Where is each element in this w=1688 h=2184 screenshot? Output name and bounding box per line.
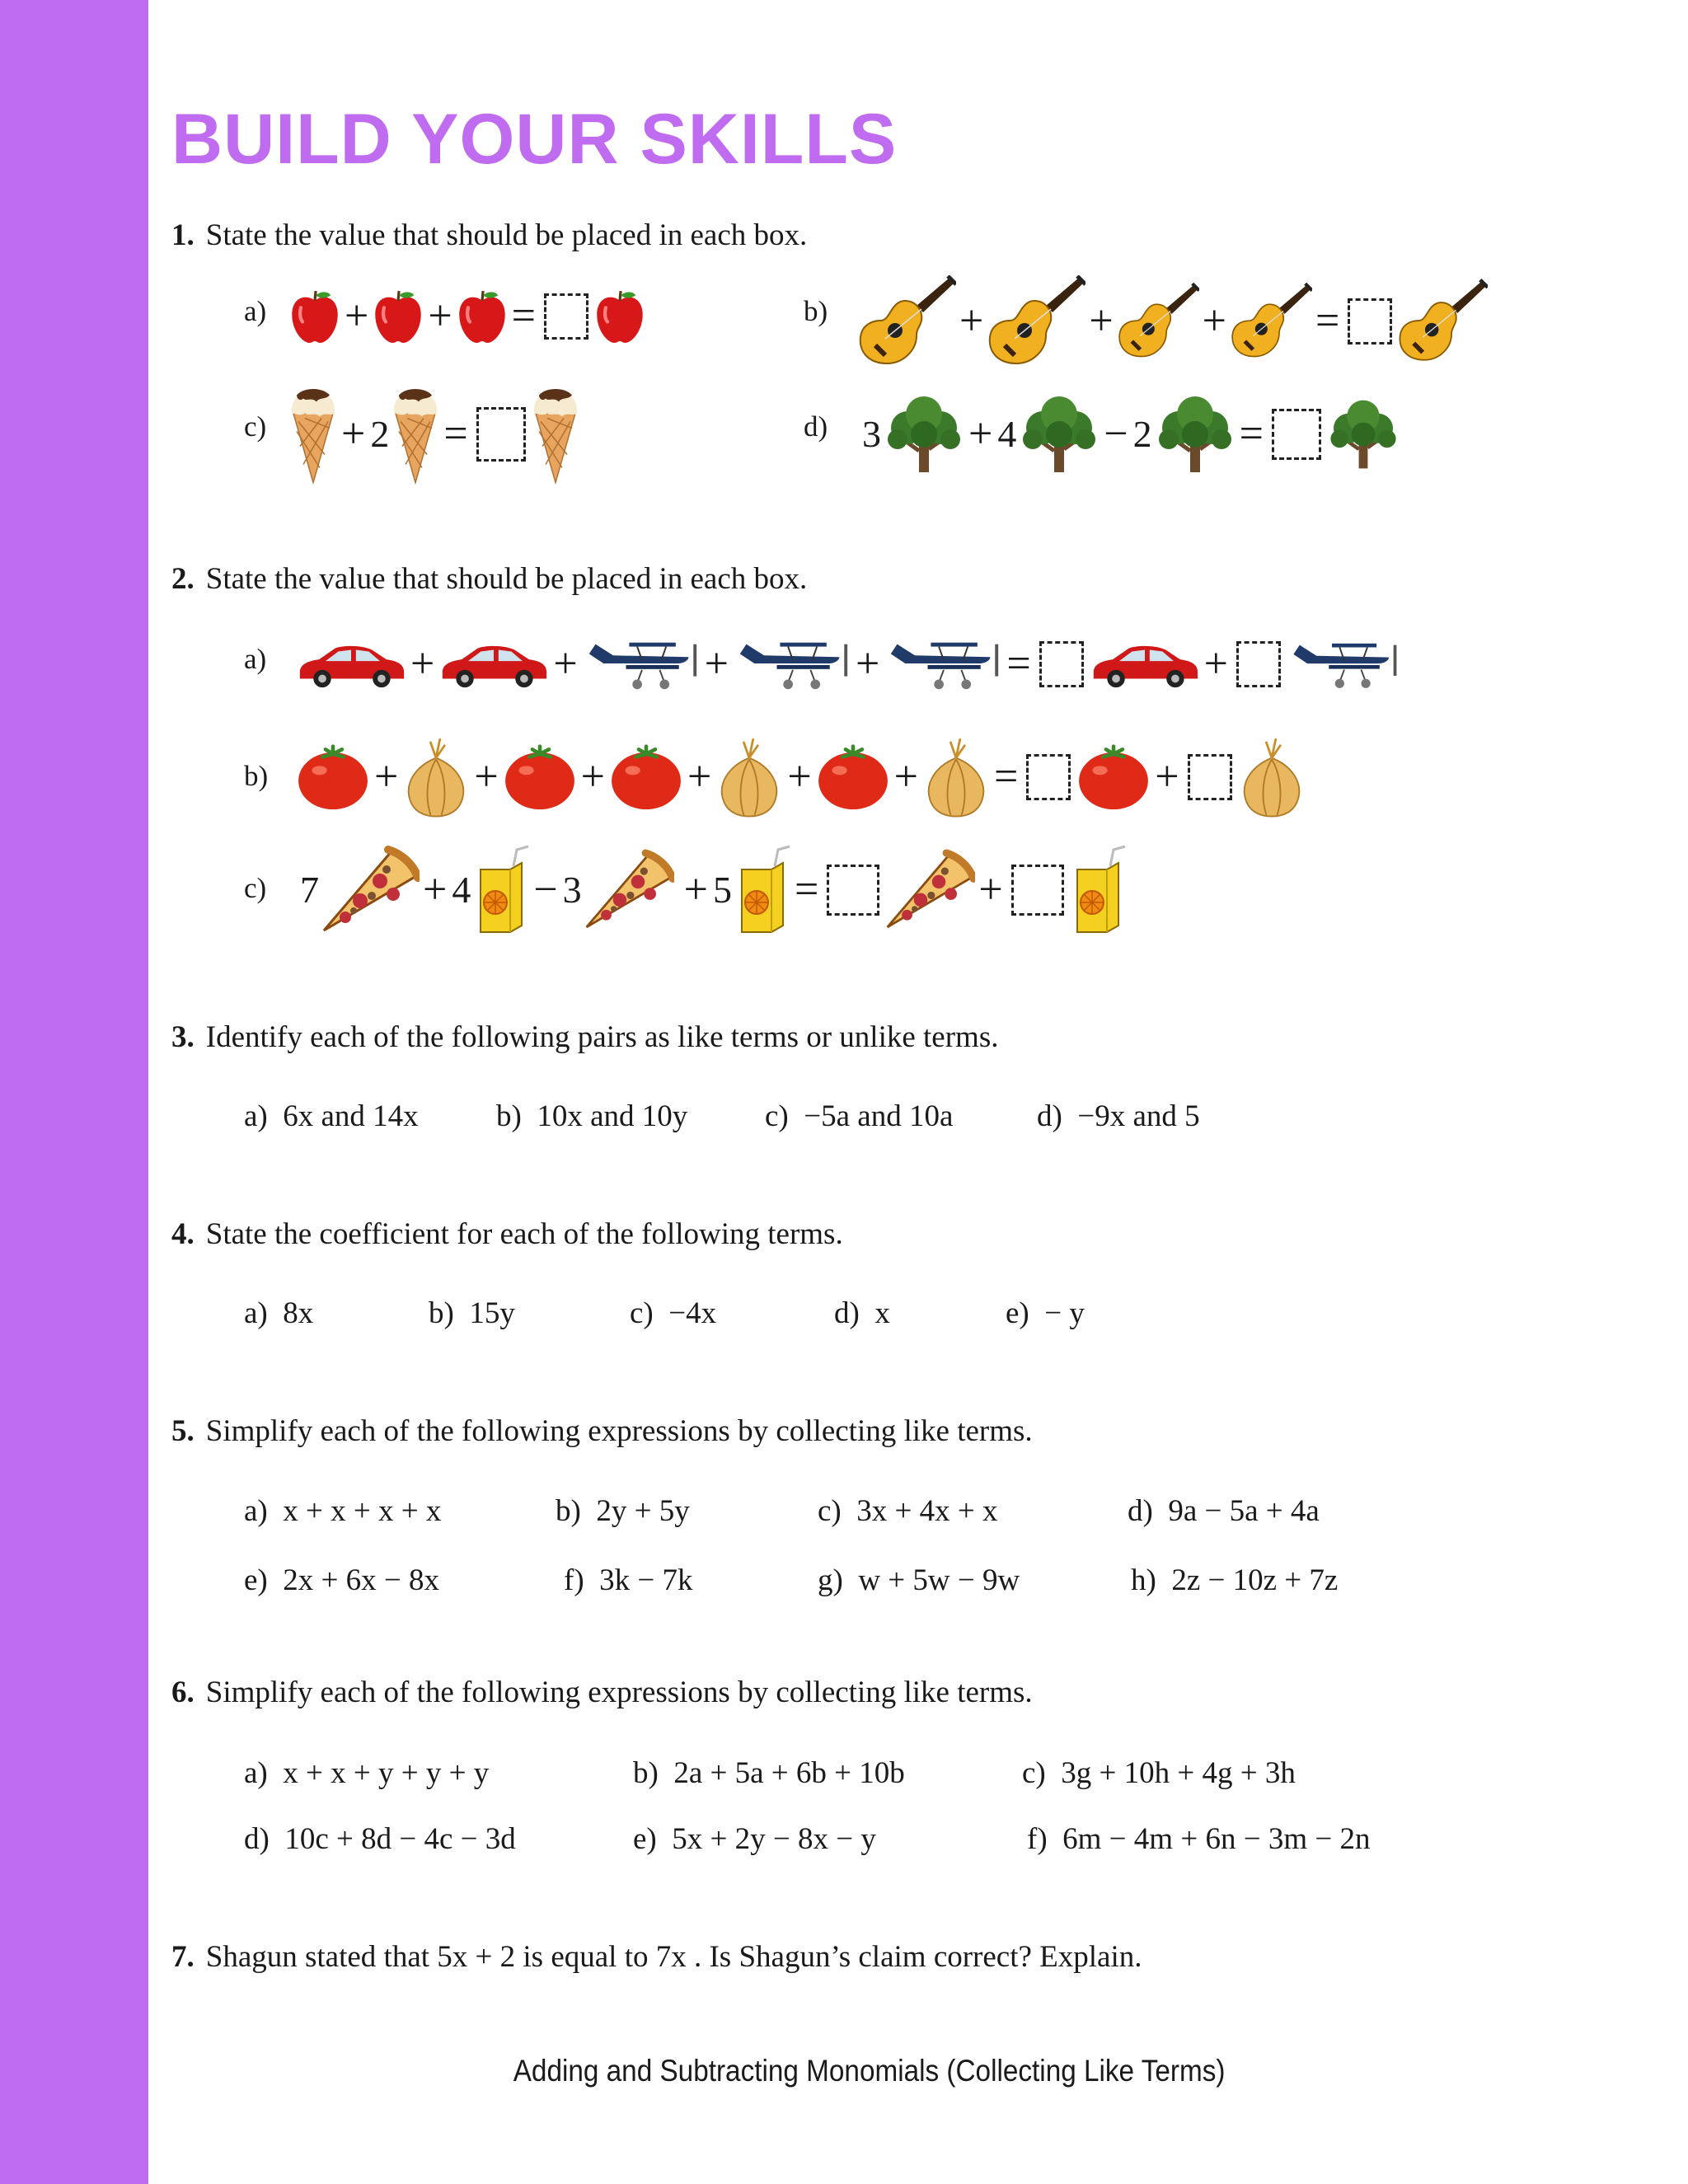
item-label: c) [630, 1296, 654, 1330]
juice-box-icon [734, 845, 791, 935]
plus-sign: + [1203, 640, 1228, 687]
plus-sign: + [341, 410, 366, 457]
item-label: d) [244, 1822, 270, 1856]
tomato-icon [1076, 743, 1151, 811]
q2-a-expression [295, 633, 1401, 696]
apple-icon [456, 288, 509, 345]
equals-sign: = [511, 293, 536, 340]
question-number: 6. [171, 1675, 195, 1709]
onion-icon [401, 734, 471, 820]
coefficient: 2 [370, 413, 390, 455]
tomato-icon [502, 743, 578, 811]
item-label: c) [765, 1099, 789, 1133]
equals-sign: = [993, 753, 1019, 800]
coefficient: 3 [862, 413, 881, 455]
question-prompt: Simplify each of the following expressions by collecting like terms. [205, 1675, 1033, 1709]
q3-item-a [244, 1099, 419, 1134]
car-icon [1089, 640, 1201, 689]
item-label: f) [1027, 1822, 1048, 1856]
item-expression: 5x + 2y − 8x − y [672, 1822, 876, 1856]
q4-item-c [630, 1296, 716, 1331]
tree-icon [1018, 393, 1100, 476]
item-label: e) [1006, 1296, 1029, 1330]
item-label: b) [556, 1494, 581, 1528]
q5-item-a [244, 1493, 441, 1529]
question-number: 4. [171, 1217, 195, 1251]
q2-a-label: a) [244, 643, 267, 675]
equals-sign: = [794, 866, 819, 913]
item-label: d) [1128, 1494, 1153, 1528]
item-expression: 2x + 6x − 8x [283, 1563, 439, 1597]
pizza-icon [321, 845, 420, 935]
item-label: c) [818, 1494, 842, 1528]
tree-icon [883, 393, 965, 476]
item-expression: 2y + 5y [596, 1494, 690, 1528]
airplane-icon [732, 635, 852, 693]
plus-sign: + [1089, 298, 1114, 344]
question-number: 5. [171, 1414, 195, 1448]
plus-sign: + [374, 753, 399, 800]
question-6 [171, 1675, 1033, 1710]
q5-item-f [564, 1563, 693, 1598]
question-1 [171, 218, 807, 253]
plus-sign: + [855, 640, 880, 687]
answer-box[interactable] [1272, 409, 1321, 460]
item-label: b) [429, 1296, 454, 1330]
q5-item-e [244, 1563, 439, 1598]
guitar-icon [1397, 275, 1488, 368]
sidebar-accent-bar [0, 0, 148, 2184]
juice-box-icon [472, 845, 530, 935]
q4-item-e [1006, 1296, 1085, 1331]
plus-sign: + [959, 298, 984, 344]
car-icon [295, 640, 407, 689]
question-number: 1. [171, 218, 195, 252]
item-label: g) [818, 1563, 843, 1597]
q1-b-label: b) [804, 295, 828, 327]
ice-cream-icon [391, 383, 440, 486]
minus-sign: − [1104, 410, 1128, 457]
q1-d-label: d) [804, 410, 828, 443]
item-label: c) [1022, 1756, 1046, 1790]
item-label: e) [244, 1563, 268, 1597]
airplane-icon [1286, 635, 1401, 693]
ice-cream-icon [288, 383, 338, 486]
equals-sign: = [1315, 298, 1340, 344]
plus-sign: + [687, 753, 712, 800]
item-label: f) [564, 1563, 584, 1597]
answer-box[interactable] [1011, 865, 1064, 916]
question-prompt: Shagun stated that 5x + 2 is equal to 7x . Is Shagun’s claim correct? Explain. [205, 1940, 1142, 1974]
item-expression: 10x and 10y [537, 1099, 688, 1133]
answer-box[interactable] [827, 865, 879, 916]
question-number: 7. [171, 1940, 195, 1974]
plus-sign: + [428, 293, 452, 340]
onion-icon [921, 734, 991, 820]
plus-sign: + [1155, 753, 1179, 800]
page-footer: Adding and Subtracting Monomials (Collecting Like Terms) [513, 2054, 1226, 2088]
plus-sign: + [423, 866, 448, 913]
question-3 [171, 1019, 998, 1055]
juice-box-icon [1069, 845, 1127, 935]
airplane-icon [883, 635, 1003, 693]
item-label: a) [244, 1494, 268, 1528]
question-4 [171, 1216, 843, 1252]
item-expression: −9x and 5 [1077, 1099, 1200, 1133]
item-label: b) [633, 1756, 659, 1790]
q4-item-b [429, 1296, 515, 1331]
plus-sign: + [704, 640, 729, 687]
question-prompt: State the value that should be placed in each box. [205, 562, 808, 596]
q6-item-e [633, 1821, 876, 1857]
q6-item-d [244, 1821, 516, 1857]
plus-sign: + [787, 753, 812, 800]
apple-icon [593, 288, 646, 345]
plus-sign: + [345, 293, 369, 340]
plus-sign: + [553, 640, 578, 687]
onion-icon [715, 734, 784, 820]
q5-item-d [1128, 1493, 1320, 1529]
question-number: 2. [171, 562, 195, 596]
plus-sign: + [683, 866, 708, 913]
tomato-icon [608, 743, 684, 811]
q2-b-label: b) [244, 760, 269, 792]
guitar-icon [987, 275, 1085, 368]
item-expression: 6m − 4m + 6n − 3m − 2n [1062, 1822, 1371, 1856]
item-expression: x + x + y + y + y [283, 1756, 490, 1790]
tomato-icon [815, 743, 891, 811]
q4-item-d [834, 1296, 890, 1331]
q1-c-label: c) [244, 410, 267, 443]
item-expression: 3x + 4x + x [856, 1494, 998, 1528]
q5-item-b [556, 1493, 690, 1529]
page-title: BUILD YOUR SKILLS [171, 100, 898, 179]
item-label: a) [244, 1756, 268, 1790]
item-expression: 6x and 14x [283, 1099, 419, 1133]
q1-a-expression [288, 284, 646, 349]
item-expression: 9a − 5a + 4a [1168, 1494, 1320, 1528]
item-expression: 8x [283, 1296, 314, 1330]
q4-item-a [244, 1296, 313, 1331]
q1-d-expression [860, 389, 1400, 480]
airplane-icon [581, 635, 701, 693]
coefficient: 2 [1132, 413, 1152, 455]
tree-icon [1154, 393, 1236, 476]
item-expression: −4x [668, 1296, 717, 1330]
item-expression: 2a + 5a + 6b + 10b [673, 1756, 905, 1790]
item-label: e) [633, 1822, 657, 1856]
equals-sign: = [1006, 640, 1031, 687]
answer-box[interactable] [476, 407, 526, 462]
q2-c-label: c) [244, 872, 267, 904]
apple-icon [372, 288, 424, 345]
item-label: h) [1131, 1563, 1156, 1597]
plus-sign: + [580, 753, 605, 800]
coefficient: 3 [562, 869, 582, 911]
ice-cream-icon [531, 383, 580, 486]
answer-box[interactable] [544, 293, 588, 340]
answer-box[interactable] [1236, 641, 1281, 687]
q5-item-g [818, 1563, 1020, 1598]
item-label: a) [244, 1296, 268, 1330]
plus-sign: + [968, 410, 993, 457]
q3-item-c [765, 1099, 953, 1134]
item-label: d) [834, 1296, 860, 1330]
q6-item-b [633, 1755, 905, 1791]
q2-b-expression [295, 732, 1306, 823]
q3-item-d [1037, 1099, 1200, 1134]
q1-c-expression [288, 381, 580, 488]
tree-icon [1326, 393, 1400, 476]
item-label: b) [496, 1099, 522, 1133]
equals-sign: = [1239, 410, 1264, 457]
plus-sign: + [978, 866, 1003, 913]
answer-box[interactable] [1039, 641, 1084, 687]
plus-sign: + [410, 640, 435, 687]
minus-sign: − [533, 866, 558, 913]
item-expression: −5a and 10a [804, 1099, 954, 1133]
item-expression: x [874, 1296, 890, 1330]
q6-item-a [244, 1755, 489, 1791]
tomato-icon [295, 743, 371, 811]
question-5 [171, 1413, 1033, 1449]
item-label: d) [1037, 1099, 1062, 1133]
question-number: 3. [171, 1020, 195, 1054]
equals-sign: = [443, 410, 468, 457]
item-expression: x + x + x + x [283, 1494, 442, 1528]
guitar-icon [1117, 275, 1199, 368]
item-expression: 2z − 10z + 7z [1171, 1563, 1339, 1597]
coefficient: 4 [452, 869, 471, 911]
item-expression: 10c + 8d − 4c − 3d [284, 1822, 516, 1856]
coefficient: 4 [997, 413, 1017, 455]
guitar-icon [857, 275, 956, 368]
item-expression: 3k − 7k [599, 1563, 693, 1597]
plus-sign: + [474, 753, 499, 800]
q6-item-f [1027, 1821, 1370, 1857]
question-prompt: State the value that should be placed in each box. [205, 218, 808, 252]
q6-item-c [1022, 1755, 1296, 1791]
item-expression: w + 5w − 9w [858, 1563, 1020, 1597]
q5-item-h [1131, 1563, 1338, 1598]
guitar-icon [1230, 275, 1312, 368]
q2-c-expression [298, 839, 1127, 941]
item-expression: 15y [469, 1296, 515, 1330]
question-2 [171, 561, 807, 597]
q5-item-c [818, 1493, 997, 1529]
coefficient: 5 [712, 869, 732, 911]
answer-box[interactable] [1026, 754, 1071, 800]
answer-box[interactable] [1348, 298, 1392, 344]
plus-sign: + [1202, 298, 1226, 344]
question-7 [171, 1939, 1142, 1975]
apple-icon [288, 288, 341, 345]
q3-item-b [496, 1099, 687, 1134]
coefficient: 7 [300, 869, 319, 911]
answer-box[interactable] [1188, 754, 1232, 800]
car-icon [438, 640, 550, 689]
question-prompt: Simplify each of the following expressions by collecting like terms. [205, 1414, 1033, 1448]
pizza-icon [584, 845, 674, 935]
item-expression: 3g + 10h + 4g + 3h [1061, 1756, 1296, 1790]
item-expression: − y [1044, 1296, 1085, 1330]
plus-sign: + [893, 753, 918, 800]
question-prompt: Identify each of the following pairs as like terms or unlike terms. [205, 1020, 999, 1054]
pizza-icon [884, 845, 975, 935]
onion-icon [1237, 734, 1306, 820]
item-label: a) [244, 1099, 268, 1133]
question-prompt: State the coefficient for each of the following terms. [205, 1217, 843, 1251]
q1-b-expression [857, 272, 1488, 371]
q1-a-label: a) [244, 295, 267, 327]
